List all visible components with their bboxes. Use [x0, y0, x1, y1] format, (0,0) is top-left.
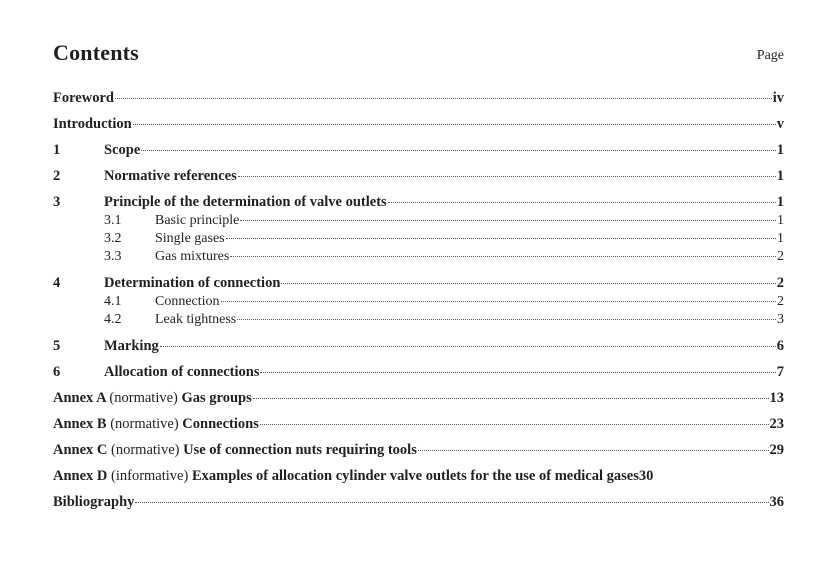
toc-entry-principle[interactable] — [53, 193, 784, 211]
toc-page: 2 — [776, 275, 784, 291]
toc-entry-annex-b[interactable] — [53, 415, 784, 433]
annex-type: (normative) — [111, 442, 180, 458]
toc-number: 3 — [53, 194, 61, 210]
dot-leader — [115, 98, 772, 99]
dot-leader — [133, 124, 776, 125]
annex-prefix: Annex A — [53, 390, 106, 406]
toc-label: Marking — [104, 338, 159, 354]
toc-label: Bibliography — [53, 494, 135, 510]
annex-title: Gas groups — [181, 390, 252, 406]
annex-type: (informative) — [111, 468, 189, 484]
toc-entry-bibliography[interactable] — [53, 493, 784, 511]
toc-page: 36 — [769, 494, 784, 510]
toc-subentry-connection[interactable] — [53, 293, 784, 311]
toc-number: 3.2 — [104, 231, 122, 246]
toc-number: 2 — [53, 168, 61, 184]
toc-page: 2 — [777, 294, 784, 309]
toc-entry-annex-a[interactable] — [53, 389, 784, 407]
toc-label: Determination of connection — [104, 275, 281, 291]
annex-prefix: Annex C — [53, 442, 108, 458]
dot-leader — [226, 238, 776, 239]
toc-page: 1 — [777, 231, 784, 246]
dot-leader — [160, 346, 776, 347]
toc-label — [53, 467, 639, 485]
toc-page: 1 — [777, 213, 784, 228]
toc-page: 30 — [638, 468, 654, 484]
toc-entry-annex-d[interactable] — [53, 467, 784, 485]
dot-leader — [388, 202, 776, 203]
toc-number: 4.2 — [104, 312, 122, 327]
dot-leader — [237, 319, 776, 320]
toc-subentry-single-gases[interactable] — [53, 230, 784, 248]
annex-prefix: Annex B — [53, 416, 107, 432]
dot-leader — [221, 301, 776, 302]
dot-leader — [281, 283, 775, 284]
toc-label: Normative references — [104, 168, 237, 184]
toc-entry-introduction[interactable] — [53, 115, 784, 133]
toc-page: 1 — [776, 168, 784, 184]
annex-type: (normative) — [109, 390, 178, 406]
toc-page: 1 — [776, 142, 784, 158]
toc-entry-allocation[interactable] — [53, 363, 784, 381]
toc-number: 3.3 — [104, 249, 122, 264]
toc-number: 5 — [53, 338, 61, 354]
toc-subentry-leak-tightness[interactable] — [53, 311, 784, 329]
toc-entry-normative-references[interactable] — [53, 167, 784, 185]
toc-page: iv — [772, 90, 784, 106]
toc-number: 1 — [53, 142, 61, 158]
toc-page: 29 — [769, 442, 784, 458]
toc-page: 13 — [769, 390, 784, 406]
toc-page: 1 — [776, 194, 784, 210]
toc-subentry-basic-principle[interactable] — [53, 212, 784, 230]
dot-leader — [260, 372, 775, 373]
annex-type: (normative) — [110, 416, 179, 432]
dot-leader — [238, 176, 776, 177]
toc-subentry-gas-mixtures[interactable] — [53, 248, 784, 266]
dot-leader — [141, 150, 776, 151]
toc-label: Scope — [104, 142, 141, 158]
toc-label: Allocation of connections — [104, 364, 260, 380]
toc-label: Single gases — [155, 231, 225, 246]
toc-number: 6 — [53, 364, 61, 380]
toc-page: 7 — [776, 364, 784, 380]
page-column-label: Page — [756, 48, 784, 63]
toc-page: 2 — [777, 249, 784, 264]
toc-label: Introduction — [53, 116, 132, 132]
dot-leader — [418, 450, 769, 451]
toc-number: 3.1 — [104, 213, 122, 228]
dot-leader — [253, 398, 769, 399]
toc-label: Connection — [155, 294, 220, 309]
toc-label: Leak tightness — [155, 312, 237, 327]
toc-label: Principle of the determination of valve outlets — [104, 194, 387, 210]
toc-page: 3 — [777, 312, 784, 327]
annex-title: Use of connection nuts requiring tools — [183, 442, 417, 458]
toc-entry-foreword[interactable] — [53, 89, 784, 107]
page-title: Contents — [53, 40, 139, 65]
toc-number: 4 — [53, 275, 61, 291]
toc-label: Basic principle — [155, 213, 240, 228]
toc-page: 6 — [776, 338, 784, 354]
table-of-contents — [53, 89, 784, 512]
annex-title: Connections — [182, 416, 259, 432]
toc-label: Gas mixtures — [155, 249, 230, 264]
toc-page: v — [776, 116, 784, 132]
toc-label: Foreword — [53, 90, 114, 106]
toc-number: 4.1 — [104, 294, 122, 309]
toc-page: 23 — [769, 416, 784, 432]
toc-label — [53, 441, 417, 459]
dot-leader — [135, 502, 768, 503]
toc-entry-marking[interactable] — [53, 337, 784, 355]
annex-title: Examples of allocation cylinder valve outlets for the use of medical gases — [191, 468, 639, 484]
toc-label — [53, 389, 252, 407]
annex-prefix: Annex D — [53, 468, 108, 484]
toc-entry-determination[interactable] — [53, 274, 784, 292]
toc-label — [53, 415, 259, 433]
dot-leader — [260, 424, 769, 425]
toc-entry-annex-c[interactable] — [53, 441, 784, 459]
toc-entry-scope[interactable] — [53, 141, 784, 159]
dot-leader — [230, 256, 776, 257]
dot-leader — [240, 220, 776, 221]
